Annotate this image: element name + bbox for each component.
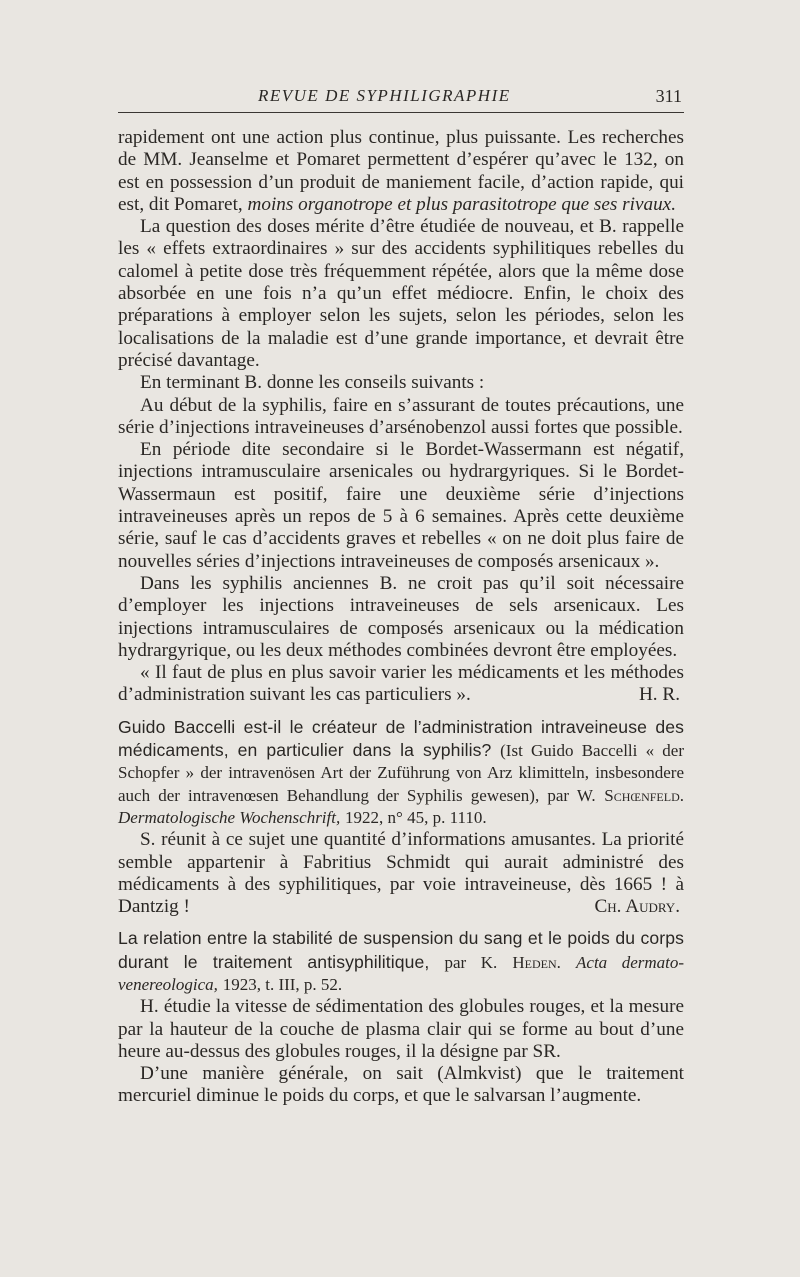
quoted-phrase: moins organotrope et plus parasitotrope que ses rivaux. <box>247 193 676 215</box>
signature: Ch. Audry. <box>594 896 680 918</box>
notice-journal: Dermatologische Wochenschrift, <box>118 807 341 827</box>
notice-author: Heden. <box>512 952 561 972</box>
paragraph: Dans les syphilis anciennes B. ne croit pas qu’il soit nécessaire d’employer les injections intraveineuses de sels arsenicaux. Les injections intramusculaires de composés arsenicaux ou la médication hydrargyrique, ou les deux méthodes combinées devront être employées. <box>118 572 684 661</box>
paragraph: En période dite secondaire si le Bordet-Wassermann est négatif, injections intramusculaire arsenicales ou hydrargyriques. Si le Bordet-Wassermaun est positif, faire une deuxième série d’injections intraveineuses après un repos de 5 à 6 semaines. Après cette deuxième série, sauf le cas d’accidents graves et rebelles « on ne doit plus faire de nouvelles séries d’injections intraveineuses de composés arsenicaux ». <box>118 439 684 572</box>
notice-author: Schœnfeld. <box>604 785 684 805</box>
paragraph-text: rapidement ont une action plus continue, plus puissante. Les recherches de MM. Jeanselme et Pomaret permettent d’espérer qu’avec le 132, on est en possession d’un produit de maniement facile, d’action rapide, qui est, dit Pomaret, <box>118 127 684 215</box>
notice-citation: 1923, t. III, p. 52. <box>222 974 343 994</box>
notice-reference: (Ist Guido Baccelli « der Schopfer » der intravenösen Art der Zuführung von Arz klimitteln, insbesondere auch der intravenœsen Behandlung der Syphilis gewesen), par W. <box>118 741 684 805</box>
notice-title: Guido Baccelli est-il le créateur de l’administration intraveineuse des médicaments, en particulier dans la syphilis? <box>118 716 684 761</box>
paragraph <box>118 829 684 918</box>
paragraph: La question des doses mérite d’être étudiée de nouveau, et B. rappelle les « effets extraordinaires » sur des accidents syphilitiques rebelles du calomel à petite dose très fréquemment répétée, alors que la même dose absorbée en une fois n’a qu’un effet médiocre. Enfin, le choix des préparations à employer selon les sujets, selon les périodes, selon les localisations de la maladie est d’une grande importance, et devrait être précisé davantage. <box>118 216 684 371</box>
paragraph-text: S. réunit à ce sujet une quantité d’informations amusantes. La priorité semble appartenir à Fabritius Schmidt qui aurait administré des médicaments à des syphilitiques, par voie intraveineuse, dès 1665 ! à Dantzig ! <box>118 829 684 918</box>
page-number: 311 <box>655 86 682 106</box>
notice-citation: 1922, n° 45, p. 1110. <box>345 807 487 827</box>
paragraph: H. étudie la vitesse de sédimentation des globules rouges, et la mesure par la hauteur de la couche de plasma clair qui se forme au bout d’une heure au-dessus des globules rouges, il la désigne par SR. <box>118 996 684 1062</box>
page-header <box>118 86 684 112</box>
paragraph-text: « Il faut de plus en plus savoir varier les médicaments et les méthodes d’administration suivant les cas particuliers ». <box>118 662 684 706</box>
notice-baccelli <box>118 716 684 829</box>
paragraph <box>118 662 684 707</box>
article-body <box>118 127 684 1108</box>
paragraph: D’une manière générale, on sait (Almkvist) que le traitement mercuriel diminue le poids du corps, et que le salvarsan l’augmente. <box>118 1063 684 1107</box>
paragraph: En terminant B. donne les conseils suivants : <box>140 372 485 394</box>
notice-heden <box>118 927 684 996</box>
running-title: REVUE DE SYPHILIGRAPHIE <box>258 86 511 105</box>
header-rule <box>118 112 684 113</box>
signature: H. R. <box>638 684 680 706</box>
paragraph: Au début de la syphilis, faire en s’assurant de toutes précautions, une série d’injections intraveineuses d’arsénobenzol aussi fortes que possible. <box>118 394 684 438</box>
notice-title: La relation entre la stabilité de suspension du sang et le poids du corps durant le traitement antisyphilitique, <box>118 928 684 972</box>
notice-journal: Acta dermato-venereologica, <box>118 952 685 994</box>
paragraph <box>118 127 684 216</box>
notice-reference: par K. <box>444 952 498 972</box>
